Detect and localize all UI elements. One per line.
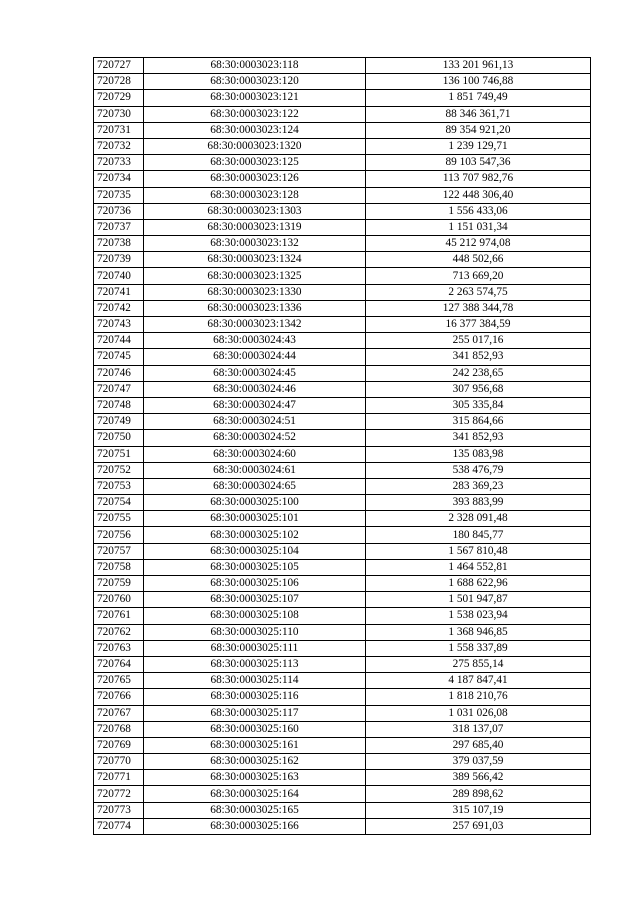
cadastral-value-cell: 389 566,42: [366, 770, 591, 786]
cadastral-value-cell: 133 201 961,13: [366, 58, 591, 74]
cadastral-value-cell: 2 328 091,48: [366, 511, 591, 527]
row-id-cell: 720767: [94, 705, 144, 721]
row-id-cell: 720735: [94, 187, 144, 203]
cadastral-value-cell: 341 852,93: [366, 349, 591, 365]
table-row: [94, 155, 591, 171]
cadastral-value-cell: 88 346 361,71: [366, 106, 591, 122]
table-row: [94, 576, 591, 592]
table-row: [94, 349, 591, 365]
cadastral-number-cell: 68:30:0003023:1319: [144, 219, 366, 235]
cadastral-value-cell: 283 369,23: [366, 478, 591, 494]
cadastral-number-cell: 68:30:0003025:105: [144, 559, 366, 575]
cadastral-value-cell: 16 377 384,59: [366, 317, 591, 333]
cadastral-value-cell: 307 956,68: [366, 381, 591, 397]
cadastral-number-cell: 68:30:0003023:1342: [144, 317, 366, 333]
cadastral-value-cell: 341 852,93: [366, 430, 591, 446]
cadastral-value-cell: 1 031 026,08: [366, 705, 591, 721]
cadastral-value-cell: 713 669,20: [366, 268, 591, 284]
row-id-cell: 720755: [94, 511, 144, 527]
cadastral-value-cell: 89 354 921,20: [366, 122, 591, 138]
cadastral-number-cell: 68:30:0003024:51: [144, 414, 366, 430]
cadastral-number-cell: 68:30:0003023:1324: [144, 252, 366, 268]
cadastral-value-cell: 1 851 749,49: [366, 90, 591, 106]
cadastral-value-cell: 255 017,16: [366, 333, 591, 349]
row-id-cell: 720768: [94, 721, 144, 737]
row-id-cell: 720748: [94, 397, 144, 413]
cadastral-number-cell: 68:30:0003024:60: [144, 446, 366, 462]
cadastral-value-cell: 1 558 337,89: [366, 640, 591, 656]
cadastral-number-cell: 68:30:0003023:125: [144, 155, 366, 171]
table-row: [94, 689, 591, 705]
cadastral-number-cell: 68:30:0003023:1325: [144, 268, 366, 284]
cadastral-value-cell: 89 103 547,36: [366, 155, 591, 171]
row-id-cell: 720744: [94, 333, 144, 349]
cadastral-number-cell: 68:30:0003024:44: [144, 349, 366, 365]
cadastral-value-cell: 379 037,59: [366, 754, 591, 770]
cadastral-number-cell: 68:30:0003023:118: [144, 58, 366, 74]
row-id-cell: 720734: [94, 171, 144, 187]
table-row: [94, 58, 591, 74]
cadastral-number-cell: 68:30:0003025:113: [144, 656, 366, 672]
table-row: [94, 333, 591, 349]
table-row: [94, 673, 591, 689]
row-id-cell: 720733: [94, 155, 144, 171]
cadastral-value-cell: 305 335,84: [366, 397, 591, 413]
row-id-cell: 720772: [94, 786, 144, 802]
table-row: [94, 90, 591, 106]
table-row: [94, 122, 591, 138]
cadastral-value-cell: 1 556 433,06: [366, 203, 591, 219]
cadastral-value-cell: 1 239 129,71: [366, 138, 591, 154]
table-row: [94, 203, 591, 219]
row-id-cell: 720759: [94, 576, 144, 592]
cadastral-number-cell: 68:30:0003025:161: [144, 737, 366, 753]
cadastral-number-cell: 68:30:0003025:163: [144, 770, 366, 786]
table-row: [94, 786, 591, 802]
row-id-cell: 720758: [94, 559, 144, 575]
cadastral-number-cell: 68:30:0003024:61: [144, 462, 366, 478]
row-id-cell: 720741: [94, 284, 144, 300]
row-id-cell: 720738: [94, 236, 144, 252]
cadastral-number-cell: 68:30:0003023:128: [144, 187, 366, 203]
table-row: [94, 219, 591, 235]
table-row: [94, 171, 591, 187]
table-row: [94, 656, 591, 672]
row-id-cell: 720753: [94, 478, 144, 494]
cadastral-number-cell: 68:30:0003025:116: [144, 689, 366, 705]
row-id-cell: 720756: [94, 527, 144, 543]
row-id-cell: 720765: [94, 673, 144, 689]
cadastral-number-cell: 68:30:0003023:1320: [144, 138, 366, 154]
cadastral-value-cell: 315 107,19: [366, 802, 591, 818]
row-id-cell: 720745: [94, 349, 144, 365]
cadastral-value-cell: 318 137,07: [366, 721, 591, 737]
row-id-cell: 720728: [94, 74, 144, 90]
cadastral-number-cell: 68:30:0003025:110: [144, 624, 366, 640]
cadastral-number-cell: 68:30:0003023:120: [144, 74, 366, 90]
table-row: [94, 818, 591, 834]
row-id-cell: 720770: [94, 754, 144, 770]
table-row: [94, 414, 591, 430]
cadastral-number-cell: 68:30:0003023:1303: [144, 203, 366, 219]
row-id-cell: 720739: [94, 252, 144, 268]
row-id-cell: 720762: [94, 624, 144, 640]
cadastral-number-cell: 68:30:0003025:117: [144, 705, 366, 721]
table-row: [94, 284, 591, 300]
cadastral-value-cell: 1 567 810,48: [366, 543, 591, 559]
table-row: [94, 592, 591, 608]
cadastral-number-cell: 68:30:0003025:162: [144, 754, 366, 770]
table-row: [94, 462, 591, 478]
cadastral-number-cell: 68:30:0003024:65: [144, 478, 366, 494]
cadastral-number-cell: 68:30:0003025:164: [144, 786, 366, 802]
table-row: [94, 106, 591, 122]
row-id-cell: 720766: [94, 689, 144, 705]
row-id-cell: 720742: [94, 300, 144, 316]
table-row: [94, 381, 591, 397]
cadastral-number-cell: 68:30:0003023:124: [144, 122, 366, 138]
cadastral-number-cell: 68:30:0003025:104: [144, 543, 366, 559]
row-id-cell: 720773: [94, 802, 144, 818]
cadastral-value-cell: 1 151 031,34: [366, 219, 591, 235]
cadastral-number-cell: 68:30:0003025:114: [144, 673, 366, 689]
table-row: [94, 559, 591, 575]
table-row: [94, 640, 591, 656]
table-row: [94, 365, 591, 381]
table-row: [94, 187, 591, 203]
table-row: [94, 737, 591, 753]
table-row: [94, 300, 591, 316]
cadastral-number-cell: 68:30:0003024:47: [144, 397, 366, 413]
table-row: [94, 317, 591, 333]
cadastral-value-cell: 1 688 622,96: [366, 576, 591, 592]
table-row: [94, 705, 591, 721]
table-row: [94, 721, 591, 737]
cadastral-value-cell: 1 464 552,81: [366, 559, 591, 575]
row-id-cell: 720751: [94, 446, 144, 462]
table-row: [94, 252, 591, 268]
row-id-cell: 720747: [94, 381, 144, 397]
row-id-cell: 720760: [94, 592, 144, 608]
cadastral-value-cell: 127 388 344,78: [366, 300, 591, 316]
cadastral-value-cell: 448 502,66: [366, 252, 591, 268]
cadastral-number-cell: 68:30:0003023:122: [144, 106, 366, 122]
table-row: [94, 527, 591, 543]
table-row: [94, 268, 591, 284]
cadastral-value-cell: 113 707 982,76: [366, 171, 591, 187]
row-id-cell: 720752: [94, 462, 144, 478]
cadastral-value-cell: 4 187 847,41: [366, 673, 591, 689]
cadastral-number-cell: 68:30:0003025:166: [144, 818, 366, 834]
table-row: [94, 397, 591, 413]
cadastral-value-cell: 122 448 306,40: [366, 187, 591, 203]
row-id-cell: 720774: [94, 818, 144, 834]
cadastral-value-cell: 180 845,77: [366, 527, 591, 543]
row-id-cell: 720743: [94, 317, 144, 333]
table-row: [94, 446, 591, 462]
cadastral-value-cell: 538 476,79: [366, 462, 591, 478]
row-id-cell: 720746: [94, 365, 144, 381]
row-id-cell: 720757: [94, 543, 144, 559]
cadastral-value-cell: 1 501 947,87: [366, 592, 591, 608]
cadastral-number-cell: 68:30:0003025:165: [144, 802, 366, 818]
row-id-cell: 720754: [94, 495, 144, 511]
cadastral-number-cell: 68:30:0003025:160: [144, 721, 366, 737]
cadastral-value-cell: 315 864,66: [366, 414, 591, 430]
row-id-cell: 720732: [94, 138, 144, 154]
cadastral-number-cell: 68:30:0003024:46: [144, 381, 366, 397]
row-id-cell: 720727: [94, 58, 144, 74]
cadastral-number-cell: 68:30:0003023:126: [144, 171, 366, 187]
cadastral-number-cell: 68:30:0003025:108: [144, 608, 366, 624]
table-row: [94, 770, 591, 786]
table-body: [94, 58, 591, 835]
cadastral-number-cell: 68:30:0003025:101: [144, 511, 366, 527]
cadastral-number-cell: 68:30:0003025:106: [144, 576, 366, 592]
cadastral-value-cell: 393 883,99: [366, 495, 591, 511]
cadastral-number-cell: 68:30:0003025:100: [144, 495, 366, 511]
row-id-cell: 720740: [94, 268, 144, 284]
cadastral-number-cell: 68:30:0003023:1330: [144, 284, 366, 300]
row-id-cell: 720771: [94, 770, 144, 786]
table-row: [94, 543, 591, 559]
cadastral-value-cell: 1 538 023,94: [366, 608, 591, 624]
row-id-cell: 720761: [94, 608, 144, 624]
table-row: [94, 511, 591, 527]
table-row: [94, 495, 591, 511]
cadastral-value-cell: 257 691,03: [366, 818, 591, 834]
cadastral-value-cell: 275 855,14: [366, 656, 591, 672]
table-row: [94, 624, 591, 640]
cadastral-value-cell: 2 263 574,75: [366, 284, 591, 300]
cadastral-value-cell: 136 100 746,88: [366, 74, 591, 90]
row-id-cell: 720750: [94, 430, 144, 446]
table-row: [94, 74, 591, 90]
cadastral-number-cell: 68:30:0003024:45: [144, 365, 366, 381]
cadastral-number-cell: 68:30:0003023:1336: [144, 300, 366, 316]
row-id-cell: 720763: [94, 640, 144, 656]
row-id-cell: 720749: [94, 414, 144, 430]
cadastral-number-cell: 68:30:0003023:121: [144, 90, 366, 106]
cadastral-number-cell: 68:30:0003023:132: [144, 236, 366, 252]
table-row: [94, 478, 591, 494]
cadastral-number-cell: 68:30:0003024:52: [144, 430, 366, 446]
cadastral-number-cell: 68:30:0003025:107: [144, 592, 366, 608]
cadastral-value-cell: 297 685,40: [366, 737, 591, 753]
cadastral-number-cell: 68:30:0003025:102: [144, 527, 366, 543]
table-row: [94, 608, 591, 624]
cadastral-number-cell: 68:30:0003024:43: [144, 333, 366, 349]
row-id-cell: 720737: [94, 219, 144, 235]
cadastral-value-cell: 45 212 974,08: [366, 236, 591, 252]
row-id-cell: 720769: [94, 737, 144, 753]
table-row: [94, 138, 591, 154]
table-row: [94, 754, 591, 770]
cadastral-value-cell: 242 238,65: [366, 365, 591, 381]
table-row: [94, 430, 591, 446]
cadastral-value-cell: 1 368 946,85: [366, 624, 591, 640]
cadastral-value-table: [93, 57, 591, 835]
row-id-cell: 720730: [94, 106, 144, 122]
row-id-cell: 720736: [94, 203, 144, 219]
cadastral-value-cell: 1 818 210,76: [366, 689, 591, 705]
cadastral-value-cell: 289 898,62: [366, 786, 591, 802]
row-id-cell: 720764: [94, 656, 144, 672]
table-row: [94, 236, 591, 252]
cadastral-number-cell: 68:30:0003025:111: [144, 640, 366, 656]
table-row: [94, 802, 591, 818]
cadastral-value-cell: 135 083,98: [366, 446, 591, 462]
row-id-cell: 720729: [94, 90, 144, 106]
row-id-cell: 720731: [94, 122, 144, 138]
